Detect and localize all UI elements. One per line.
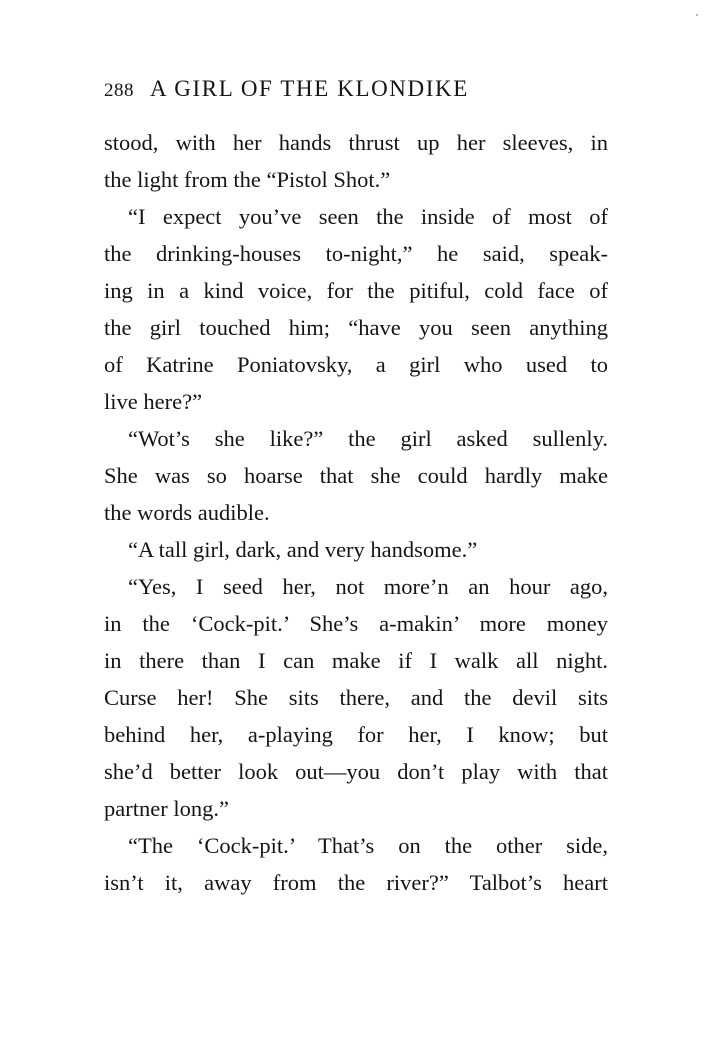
text-line: the light from the “Pistol Shot.” — [104, 167, 391, 192]
text-line: in there than I can make if I walk all night. — [104, 648, 608, 673]
text-line: live here?” — [104, 389, 203, 414]
text-line: the drinking-houses to-night,” he said, speak- — [104, 241, 608, 266]
text-line: “I expect you’ve seen the inside of most of — [128, 204, 608, 229]
text-line: behind her, a-playing for her, I know; but — [104, 722, 608, 747]
text-line: “Wot’s she like?” the girl asked sullenly. — [128, 426, 608, 451]
scan-speck — [696, 14, 698, 16]
text-line: the girl touched him; “have you seen anything — [104, 315, 608, 340]
text-line: ing in a kind voice, for the pitiful, cold face of — [104, 278, 608, 303]
page-number: 288 — [104, 80, 134, 101]
text-line: She was so hoarse that she could hardly make — [104, 463, 608, 488]
text-line: “The ‘Cock-pit.’ That’s on the other side, — [128, 833, 608, 858]
text-line: she’d better look out—you don’t play with that — [104, 759, 608, 784]
text-line: of Katrine Poniatovsky, a girl who used to — [104, 352, 608, 377]
body-text — [104, 124, 608, 901]
running-head — [104, 76, 604, 110]
text-line: partner long.” — [104, 796, 229, 821]
text-line: stood, with her hands thrust up her sleeves, in — [104, 130, 608, 155]
text-line: in the ‘Cock-pit.’ She’s a-makin’ more money — [104, 611, 608, 636]
text-line: isn’t it, away from the river?” Talbot’s heart — [104, 870, 608, 895]
text-line: “A tall girl, dark, and very handsome.” — [128, 537, 478, 562]
running-title: A GIRL OF THE KLONDIKE — [150, 76, 469, 101]
text-line: the words audible. — [104, 500, 270, 525]
text-line: Curse her! She sits there, and the devil sits — [104, 685, 608, 710]
text-line: “Yes, I seed her, not more’n an hour ago, — [128, 574, 608, 599]
